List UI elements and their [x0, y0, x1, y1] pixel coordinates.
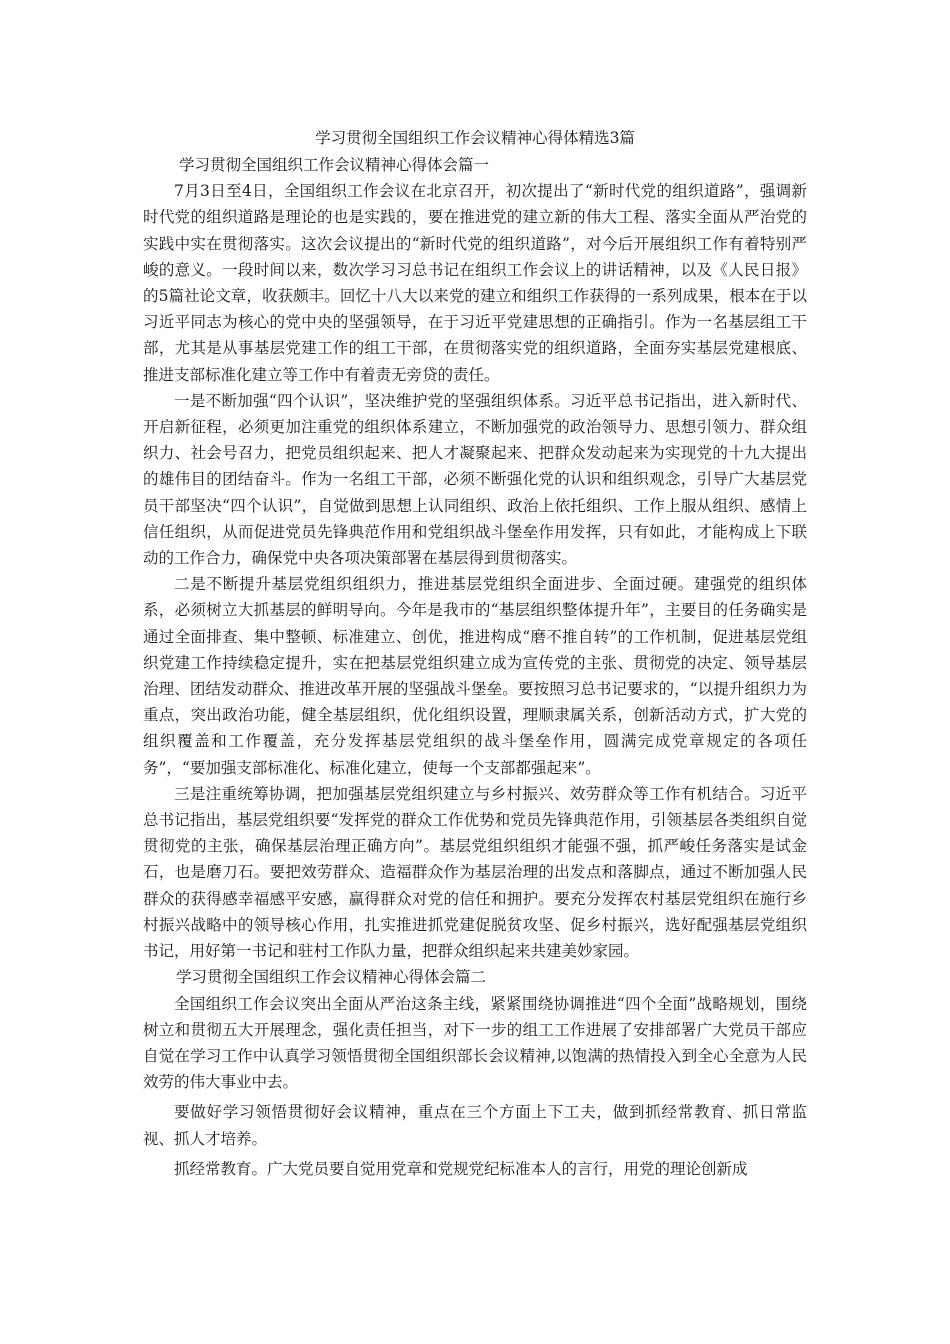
- paragraph: 一是不断加强“四个认识”，坚决维护党的坚强组织体系。习近平总书记指出，进入新时代、开启新征程，必须更加注重党的组织体系建立，不断加强党的政治领导力、思想引领力、群众组织力、社会号召力，把党员组织起来、把人才凝聚起来、把群众发动起来为实现党的十九大提出的雄伟目的团结奋斗。作为一名组工干部，必须不断强化党的认识和组织观念，引导广大基层党员干部坚决“四个认识”，自觉做到思想上认同组织、政治上依托组织、工作上服从组织、感情上信任组织，从而促进党员先锋典范作用和党组织战斗堡垒作用发挥，只有如此，才能构成上下联动的工作合力，确保党中央各项决策部署在基层得到贯彻落实。: [143, 391, 807, 568]
- section-two-heading: 学习贯彻全国组织工作会议精神心得体会篇二: [176, 968, 487, 987]
- document-body: [143, 128, 807, 1182]
- paragraph: 全国组织工作会议突出全面从严治这条主线，紧紧围绕协调推进“四个全面”战略规划，围绕树立和贯彻五大开展理念，强化责任担当，对下一步的组工工作进展了安排部署广大党员干部应自觉在学习工作中认真学习领悟贯彻全国组织部长会议精神,以饱满的热情投入到全心全意为人民效劳的伟大事业中去。: [143, 994, 807, 1092]
- paragraph: 三是注重统筹协调，把加强基层党组织建立与乡村振兴、效劳群众等工作有机结合。习近平总书记指出，基层党组织要“发挥党的群众工作优势和党员先锋典范作用，引领基层各类组织自觉贯彻党的主张，确保基层治理正确方向”。基层党组织组织才能强不强，抓严峻任务落实是试金石，也是磨刀石。要把效劳群众、造福群众作为基层治理的出发点和落脚点，通过不断加强人民群众的获得感幸福感平安感，赢得群众对党的信任和拥护。要充分发挥农村基层党组织在施行乡村振兴战略中的领导核心作用，扎实推进抓党建促脱贫攻坚、促乡村振兴，选好配强基层党组织书记，用好第一书记和驻村工作队力量，把群众组织起来共建美妙家园。: [143, 784, 807, 961]
- paragraph: 抓经常教育。广大党员要自觉用党章和党规党纪标准本人的言行，用党的理论创新成: [174, 1159, 748, 1178]
- paragraph: 要做好学习领悟贯彻好会议精神，重点在三个方面上下工夫，做到抓经常教育、抓日常监视、抓人才培养。: [143, 1103, 807, 1148]
- document-title: 学习贯彻全国组织工作会议精神心得体精选3篇: [315, 129, 635, 147]
- paragraph: 二是不断提升基层党组织组织力，推进基层党组织全面进步、全面过硬。建强党的组织体系，必须树立大抓基层的鲜明导向。今年是我市的“基层组织整体提升年”，主要目的任务确实是通过全面排查、集中整顿、标准建立、创优，推进构成“磨不推自转”的工作机制，促进基层党组织党建工作持续稳定提升，实在把基层党组织建立成为宣传党的主张、贯彻党的决定、领导基层治理、团结发动群众、推进改革开展的坚强战斗堡垒。要按照习总书记要求的，“以提升组织力为重点，突出政治功能，健全基层组织，优化组织设置，理顺隶属关系，创新活动方式，扩大党的组织覆盖和工作覆盖，充分发挥基层党组织的战斗堡垒作用，圆满完成党章规定的各项任务”，“要加强支部标准化、标准化建立，使每一个支部都强起来”。: [143, 575, 807, 777]
- paragraph: 7月3日至4日，全国组织工作会议在北京召开，初次提出了“新时代党的组织道路”，强调新时代党的组织道路是理论的也是实践的，要在推进党的建立新的伟大工程、落实全面从严治党的实践中实在贯彻落实。这次会议提出的“新时代党的组织道路”，对今后开展组织工作有着特别严峻的意义。一段时间以来，数次学习习总书记在组织工作会议上的讲话精神，以及《人民日报》的5篇社论文章，收获颇丰。回忆十八大以来党的建立和组织工作获得的一系列成果，根本在于以习近平同志为核心的党中央的坚强领导，在于习近平党建思想的正确指引。作为一名基层组工干部，尤其是从事基层党建工作的组工干部，在贯彻落实党的组织道路，全面夯实基层党建根底、推进支部标准化建立等工作中有着责无旁贷的责任。: [143, 182, 807, 384]
- section-one-heading: 学习贯彻全国组织工作会议精神心得体会篇一: [179, 156, 490, 174]
